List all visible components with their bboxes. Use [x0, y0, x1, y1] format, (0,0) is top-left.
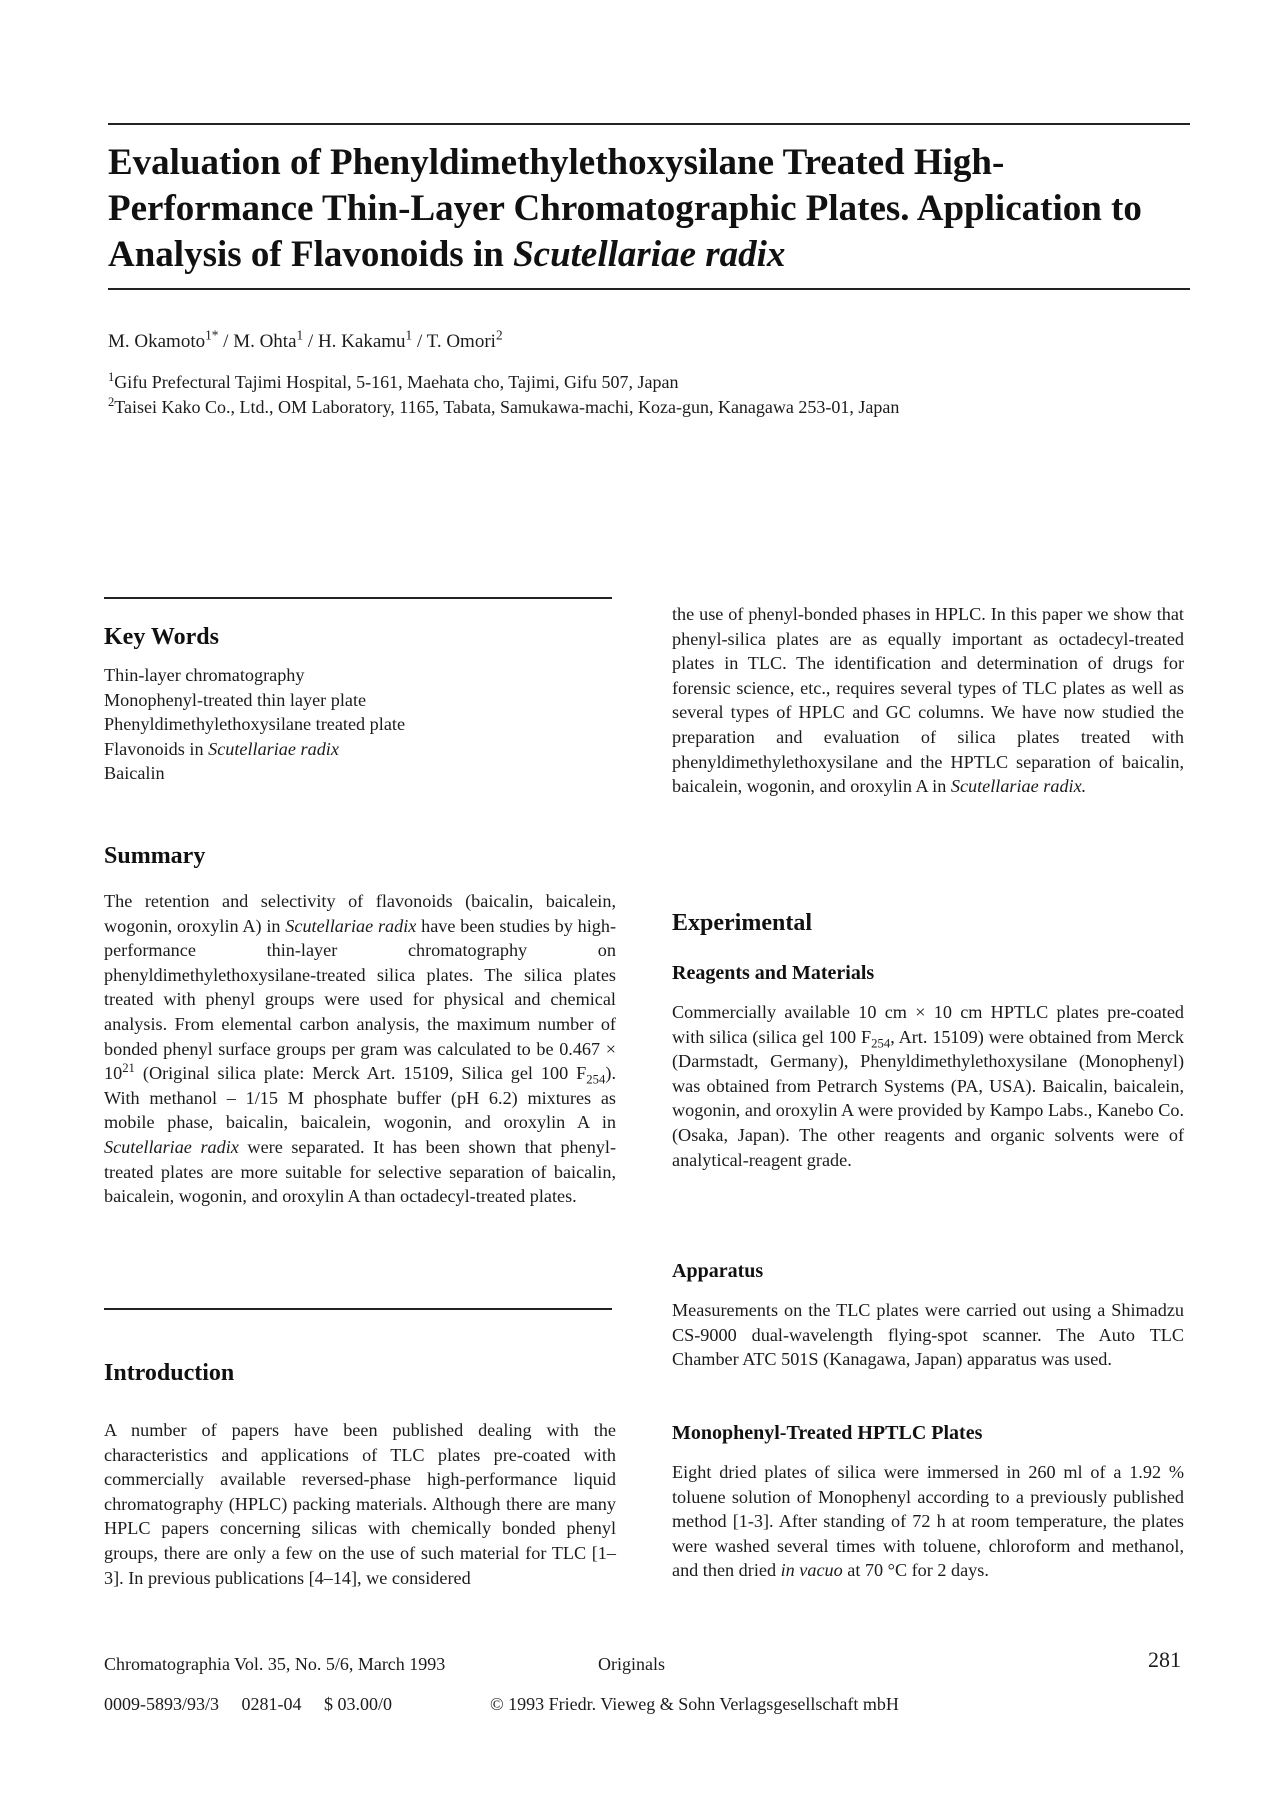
- affiliation: $^2$Taisei Kako Co., Ltd., OM Laboratory, 1165, Tabata, Samukawa-machi, Koza-gun, Kanagawa 253-01, Japan: [108, 395, 900, 417]
- keyword-list: [104, 663, 616, 786]
- affiliation: $^1$Gifu Prefectural Tajimi Hospital, 5-161, Maehata cho, Tajimi, Gifu 507, Japan: [108, 370, 679, 392]
- affiliations: [108, 370, 1188, 420]
- summary-heading: Summary: [104, 843, 206, 869]
- apparatus-section: [672, 1258, 1184, 1372]
- apparatus-text: Measurements on the TLC plates were carried out using a Shimadzu CS-9000 dual-wavelength flying-spot scanner. The Auto TLC Chamber ATC 501S (Kanagawa, Japan) apparatus was used.: [672, 1300, 1184, 1370]
- introduction-text: A number of papers have been published dealing with the characteristics and applications of TLC plates pre-coated with commercially available reversed-phase high-performance liquid chromatography (HPLC) packing materials. Although there are many HPLC papers concerning silicas with chemically bonded phenyl groups, there are only a few on the use of such material for TLC [1–3]. In previous publications [4–14], we considered: [104, 1420, 616, 1588]
- keywords-section: [104, 622, 616, 786]
- keywords-rule: [104, 597, 612, 599]
- summary-bottom-rule: [104, 1308, 612, 1310]
- reagents-section: [672, 960, 1184, 1172]
- keyword-item: Thin-layer chromatography: [104, 665, 305, 685]
- apparatus-heading: Apparatus: [672, 1260, 764, 1282]
- monophenyl-heading: Monophenyl-Treated HPTLC Plates: [672, 1422, 983, 1444]
- keyword-item: Flavonoids in Scutellariae radix: [104, 738, 339, 759]
- monophenyl-section: [672, 1420, 1184, 1583]
- title-bottom-rule: [108, 288, 1190, 290]
- footer-code: 0009-5893/93/3 0281-04 $ 03.00/0: [104, 1694, 392, 1714]
- reagents-text: Commercially available 10 cm × 10 cm HPTLC plates pre-coated with silica (silica gel 100 $F_{254}$, Art. 15109) were obtained from Merck (Darmstadt, Germany), Phenyldimethylethoxysilane (Monophenyl) was obtained from Petrarch Systems (PA, USA). Baicalin, baicalein, wogonin, and oroxylin A were provided by Kampo Labs., Kanebo Co. (Osaka, Japan). The other reagents and organic solvents were of analytical-reagent grade.: [672, 1002, 1184, 1170]
- introduction-heading: Introduction: [104, 1360, 235, 1386]
- reagents-heading: Reagents and Materials: [672, 962, 875, 984]
- keyword-item: Phenyldimethylethoxysilane treated plate: [104, 714, 406, 735]
- footer-section: Originals: [598, 1654, 665, 1674]
- experimental-heading: Experimental: [672, 910, 812, 936]
- keyword-item: Monophenyl-treated thin layer plate: [104, 689, 367, 710]
- intro-continued-text: the use of phenyl-bonded phases in HPLC. In this paper we show that phenyl-silica plates are as equally important as octadecyl-treated plates in TLC. The identification and determination of drugs for forensic science, etc., requires several types of TLC plates as well as several types of HPLC and GC columns. We have now studied the preparation and evaluation of silica plates treated with phenyldimethylethoxysilane and the HPTLC separation of baicalin, baicalein, wogonin, and oroxylin A in Scutellariae radix.: [672, 604, 1184, 797]
- monophenyl-text: Eight dried plates of silica were immersed in 260 ml of a 1.92 % toluene solution of Monophenyl according to a previously published method [1-3]. After standing of 72 h at room temperature, the plates were washed several times with toluene, chloroform and methanol, and then dried in vacuo at 70 °C for 2 days.: [672, 1462, 1184, 1581]
- top-rule: [108, 123, 1190, 125]
- author: H. Kakamu$^1$: [317, 327, 413, 352]
- intro-continued: [672, 602, 1184, 799]
- summary-text: The retention and selectivity of flavonoids (baicalin, baicalein, wogonin, oroxylin A) in Scutellariae radix have been studies by high-performance thin-layer chromatography on phenyldimethylethoxysilane-treated silica plates. The silica plates treated with phenyl groups were used for physical and chemical analysis. From elemental carbon analysis, the maximum number of bonded phenyl surface groups per gram was calculated to be $0.467 \times 10^{21}$ (Original silica plate: Merck Art. 15109, Silica gel 100 $F_{254}$). With methanol – 1/15 M phosphate buffer (pH 6.2) mixtures as mobile phase, baicalin, baicalein, wogonin, and oroxylin A in Scutellariae radix were separated. It has been shown that phenyl-treated plates are more suitable for selective separation of baicalin, baicalein, wogonin, and oroxylin A than octadecyl-treated plates.: [104, 891, 616, 1207]
- footer-journal: Chromatographia Vol. 35, No. 5/6, March 1993: [104, 1654, 446, 1674]
- page-title: Evaluation of Phenyldimethylethoxysilane Treated High-Performance Thin-Layer Chromatographic Plates. Application to Analysis of Flavonoids in Scutellariae radix: [108, 142, 1142, 275]
- experimental-section: [672, 908, 1184, 938]
- page-number: 281: [1148, 1647, 1181, 1672]
- author: T. Omori$^2$: [426, 327, 503, 352]
- author-list: M. Okamoto$^{1*}$ / M. Ohta$^1$ / H. Kakamu$^1$ / T. Omori$^2$: [108, 327, 503, 352]
- keywords-heading: Key Words: [104, 624, 219, 650]
- author: M. Okamoto$^{1*}$: [108, 327, 219, 352]
- footer-copyright: © 1993 Friedr. Vieweg & Sohn Verlagsgesellschaft mbH: [490, 1694, 899, 1714]
- summary-section: [104, 841, 616, 1209]
- author: M. Ohta$^1$: [233, 327, 304, 352]
- introduction-section: [104, 1358, 616, 1590]
- keyword-item: Baicalin: [104, 763, 165, 784]
